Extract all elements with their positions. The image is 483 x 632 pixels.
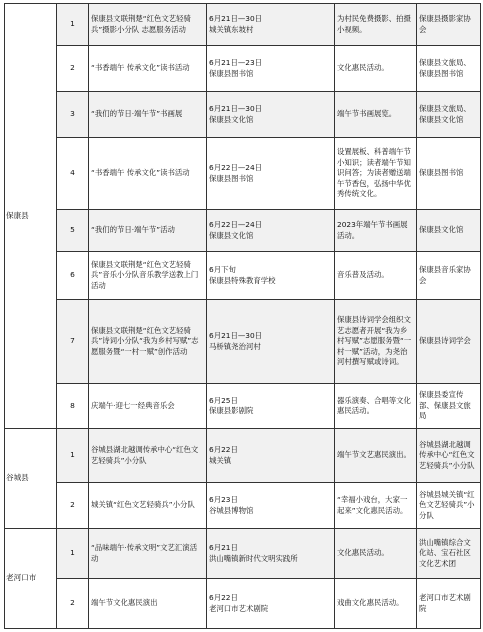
table-row (5, 483, 481, 529)
event-time: 6月22日—24日 (209, 220, 263, 230)
event-content-cell: 音乐普及活动。 (335, 252, 417, 300)
event-content-cell: 端午节书画展览。 (335, 92, 417, 138)
time-place-cell (207, 300, 335, 384)
event-place: 城关镇东坡村 (209, 24, 254, 34)
row-number-cell: 4 (57, 138, 89, 210)
event-time: 6月下旬 (209, 265, 236, 275)
event-time: 6月21日—30日 (209, 14, 263, 24)
event-content-cell: 文化惠民活动。 (335, 46, 417, 92)
table-row (5, 429, 481, 483)
organizer-cell: 保康县文化馆 (417, 210, 481, 252)
table-body (5, 4, 481, 629)
row-number-cell: 2 (57, 579, 89, 629)
activity-name-cell: “书香端午 传承文化”读书活动 (89, 46, 207, 92)
table-row (5, 529, 481, 579)
activity-name-cell: 谷城县湖北越调传承中心“红色文艺轻骑兵”小分队 (89, 429, 207, 483)
activity-name-cell: 保康县文联荆楚“红色文艺轻骑兵”音乐小分队音乐教学送教上门活动 (89, 252, 207, 300)
table-row (5, 138, 481, 210)
table-row (5, 384, 481, 429)
organizer-cell: 老河口市艺术剧院 (417, 579, 481, 629)
time-place-cell (207, 429, 335, 483)
time-place-cell (207, 210, 335, 252)
event-content-cell: 文化惠民活动。 (335, 529, 417, 579)
event-content-cell: 为村民免费摄影、拍摄小视频。 (335, 4, 417, 46)
organizer-cell: 谷城县湖北越调传承中心“红色文艺轻骑兵”小分队 (417, 429, 481, 483)
time-place-cell (207, 46, 335, 92)
activity-name-cell: “我们的节日·端午节”书画展 (89, 92, 207, 138)
event-place: 保康县文化馆 (209, 114, 254, 124)
table-row (5, 4, 481, 46)
event-content-cell: 2023年端午节书画展活动。 (335, 210, 417, 252)
row-number-cell: 3 (57, 92, 89, 138)
time-place-cell (207, 138, 335, 210)
table-row (5, 300, 481, 384)
event-place: 城关镇 (209, 455, 232, 465)
time-place-cell (207, 483, 335, 529)
row-number-cell: 2 (57, 46, 89, 92)
activity-name-cell: 端午节文化惠民演出 (89, 579, 207, 629)
organizer-cell: 保康县诗词学会 (417, 300, 481, 384)
county-cell: 谷城县 (5, 429, 57, 529)
activity-name-cell: 城关镇“红色文艺轻骑兵”小分队 (89, 483, 207, 529)
event-place: 马桥镇尧治河村 (209, 341, 261, 351)
event-place: 洪山嘴镇新时代文明实践所 (209, 553, 298, 563)
activity-name-cell: “书香端午 传承文化”读书活动 (89, 138, 207, 210)
event-time: 6月25日 (209, 395, 238, 405)
organizer-cell: 洪山嘴镇综合文化站、宝石社区文化艺术团 (417, 529, 481, 579)
row-number-cell: 5 (57, 210, 89, 252)
event-place: 老河口市艺术剧院 (209, 603, 269, 613)
row-number-cell: 6 (57, 252, 89, 300)
time-place-cell (207, 252, 335, 300)
time-place-cell (207, 92, 335, 138)
event-content-cell: 设置展板、科普端午节小知识；读者端午节知识问答；为读者赠送端午节香包，弘扬中华优秀传统文化。 (335, 138, 417, 210)
activity-name-cell: “我们的节日·端午节”活动 (89, 210, 207, 252)
organizer-cell: 保康县图书馆 (417, 138, 481, 210)
row-number-cell: 1 (57, 529, 89, 579)
event-schedule-table (4, 3, 481, 629)
row-number-cell: 2 (57, 483, 89, 529)
table-row (5, 46, 481, 92)
table-row (5, 210, 481, 252)
row-number-cell: 8 (57, 384, 89, 429)
table-row (5, 92, 481, 138)
row-number-cell: 1 (57, 4, 89, 46)
event-place: 谷城县博物馆 (209, 505, 254, 515)
organizer-cell: 谷城县城关镇“红色文艺轻骑兵”小分队 (417, 483, 481, 529)
organizer-cell: 保康县委宣传部、保康县文旅局 (417, 384, 481, 429)
table-row (5, 579, 481, 629)
event-content-cell: 戏曲文化惠民活动。 (335, 579, 417, 629)
row-number-cell: 1 (57, 429, 89, 483)
time-place-cell (207, 579, 335, 629)
organizer-cell: 保康县摄影家协会 (417, 4, 481, 46)
table-row (5, 252, 481, 300)
organizer-cell: 保康县文旅局、保康县图书馆 (417, 46, 481, 92)
event-place: 保康县影剧院 (209, 406, 254, 415)
event-time: 6月22日 (209, 593, 238, 603)
event-content-cell: “幸福小戏台，大家一起来”文化惠民活动。 (335, 483, 417, 529)
organizer-cell: 保康县音乐家协会 (417, 252, 481, 300)
event-time: 6月22日 (209, 445, 238, 455)
activity-name-cell: “品味端午·传承文明”文艺汇演活动 (89, 529, 207, 579)
event-content-cell: 保康县诗词学会组织文艺志愿者开展“我为乡村写赋”志愿服务暨“一村一赋”活动，为尧治河村撰写赋或诗词。 (335, 300, 417, 384)
event-content-cell: 器乐演奏、合唱等文化惠民活动。 (335, 384, 417, 429)
event-place: 保康县特殊教育学校 (209, 275, 276, 285)
event-place: 保康县文化馆 (209, 230, 254, 240)
row-number-cell: 7 (57, 300, 89, 384)
event-time: 6月21日—23日 (209, 58, 263, 68)
activity-name-cell: 庆端午·迎七一经典音乐会 (89, 384, 207, 429)
event-content-cell: 端午节文艺惠民演出。 (335, 429, 417, 483)
county-cell: 老河口市 (5, 529, 57, 629)
activity-name-cell: 保康县文联荆楚“红色文艺轻骑兵”诗词小分队“我为乡村写赋”志愿服务暨“一村一赋”创作活动 (89, 300, 207, 384)
event-time: 6月21日—30日 (209, 331, 263, 341)
county-cell: 保康县 (5, 4, 57, 429)
event-time: 6月21日—30日 (209, 104, 263, 114)
event-time: 6月23日 (209, 495, 238, 505)
time-place-cell (207, 4, 335, 46)
organizer-cell: 保康县文旅局、保康县文化馆 (417, 92, 481, 138)
time-place-cell (207, 529, 335, 579)
time-place-cell (207, 384, 335, 429)
activity-name-cell: 保康县文联荆楚“红色文艺轻骑兵”摄影小分队 志愿服务活动 (89, 4, 207, 46)
event-place: 保康县图书馆 (209, 173, 254, 183)
event-time: 6月21日 (209, 543, 238, 553)
event-place: 保康县图书馆 (209, 68, 254, 78)
event-time: 6月22日—24日 (209, 163, 263, 173)
